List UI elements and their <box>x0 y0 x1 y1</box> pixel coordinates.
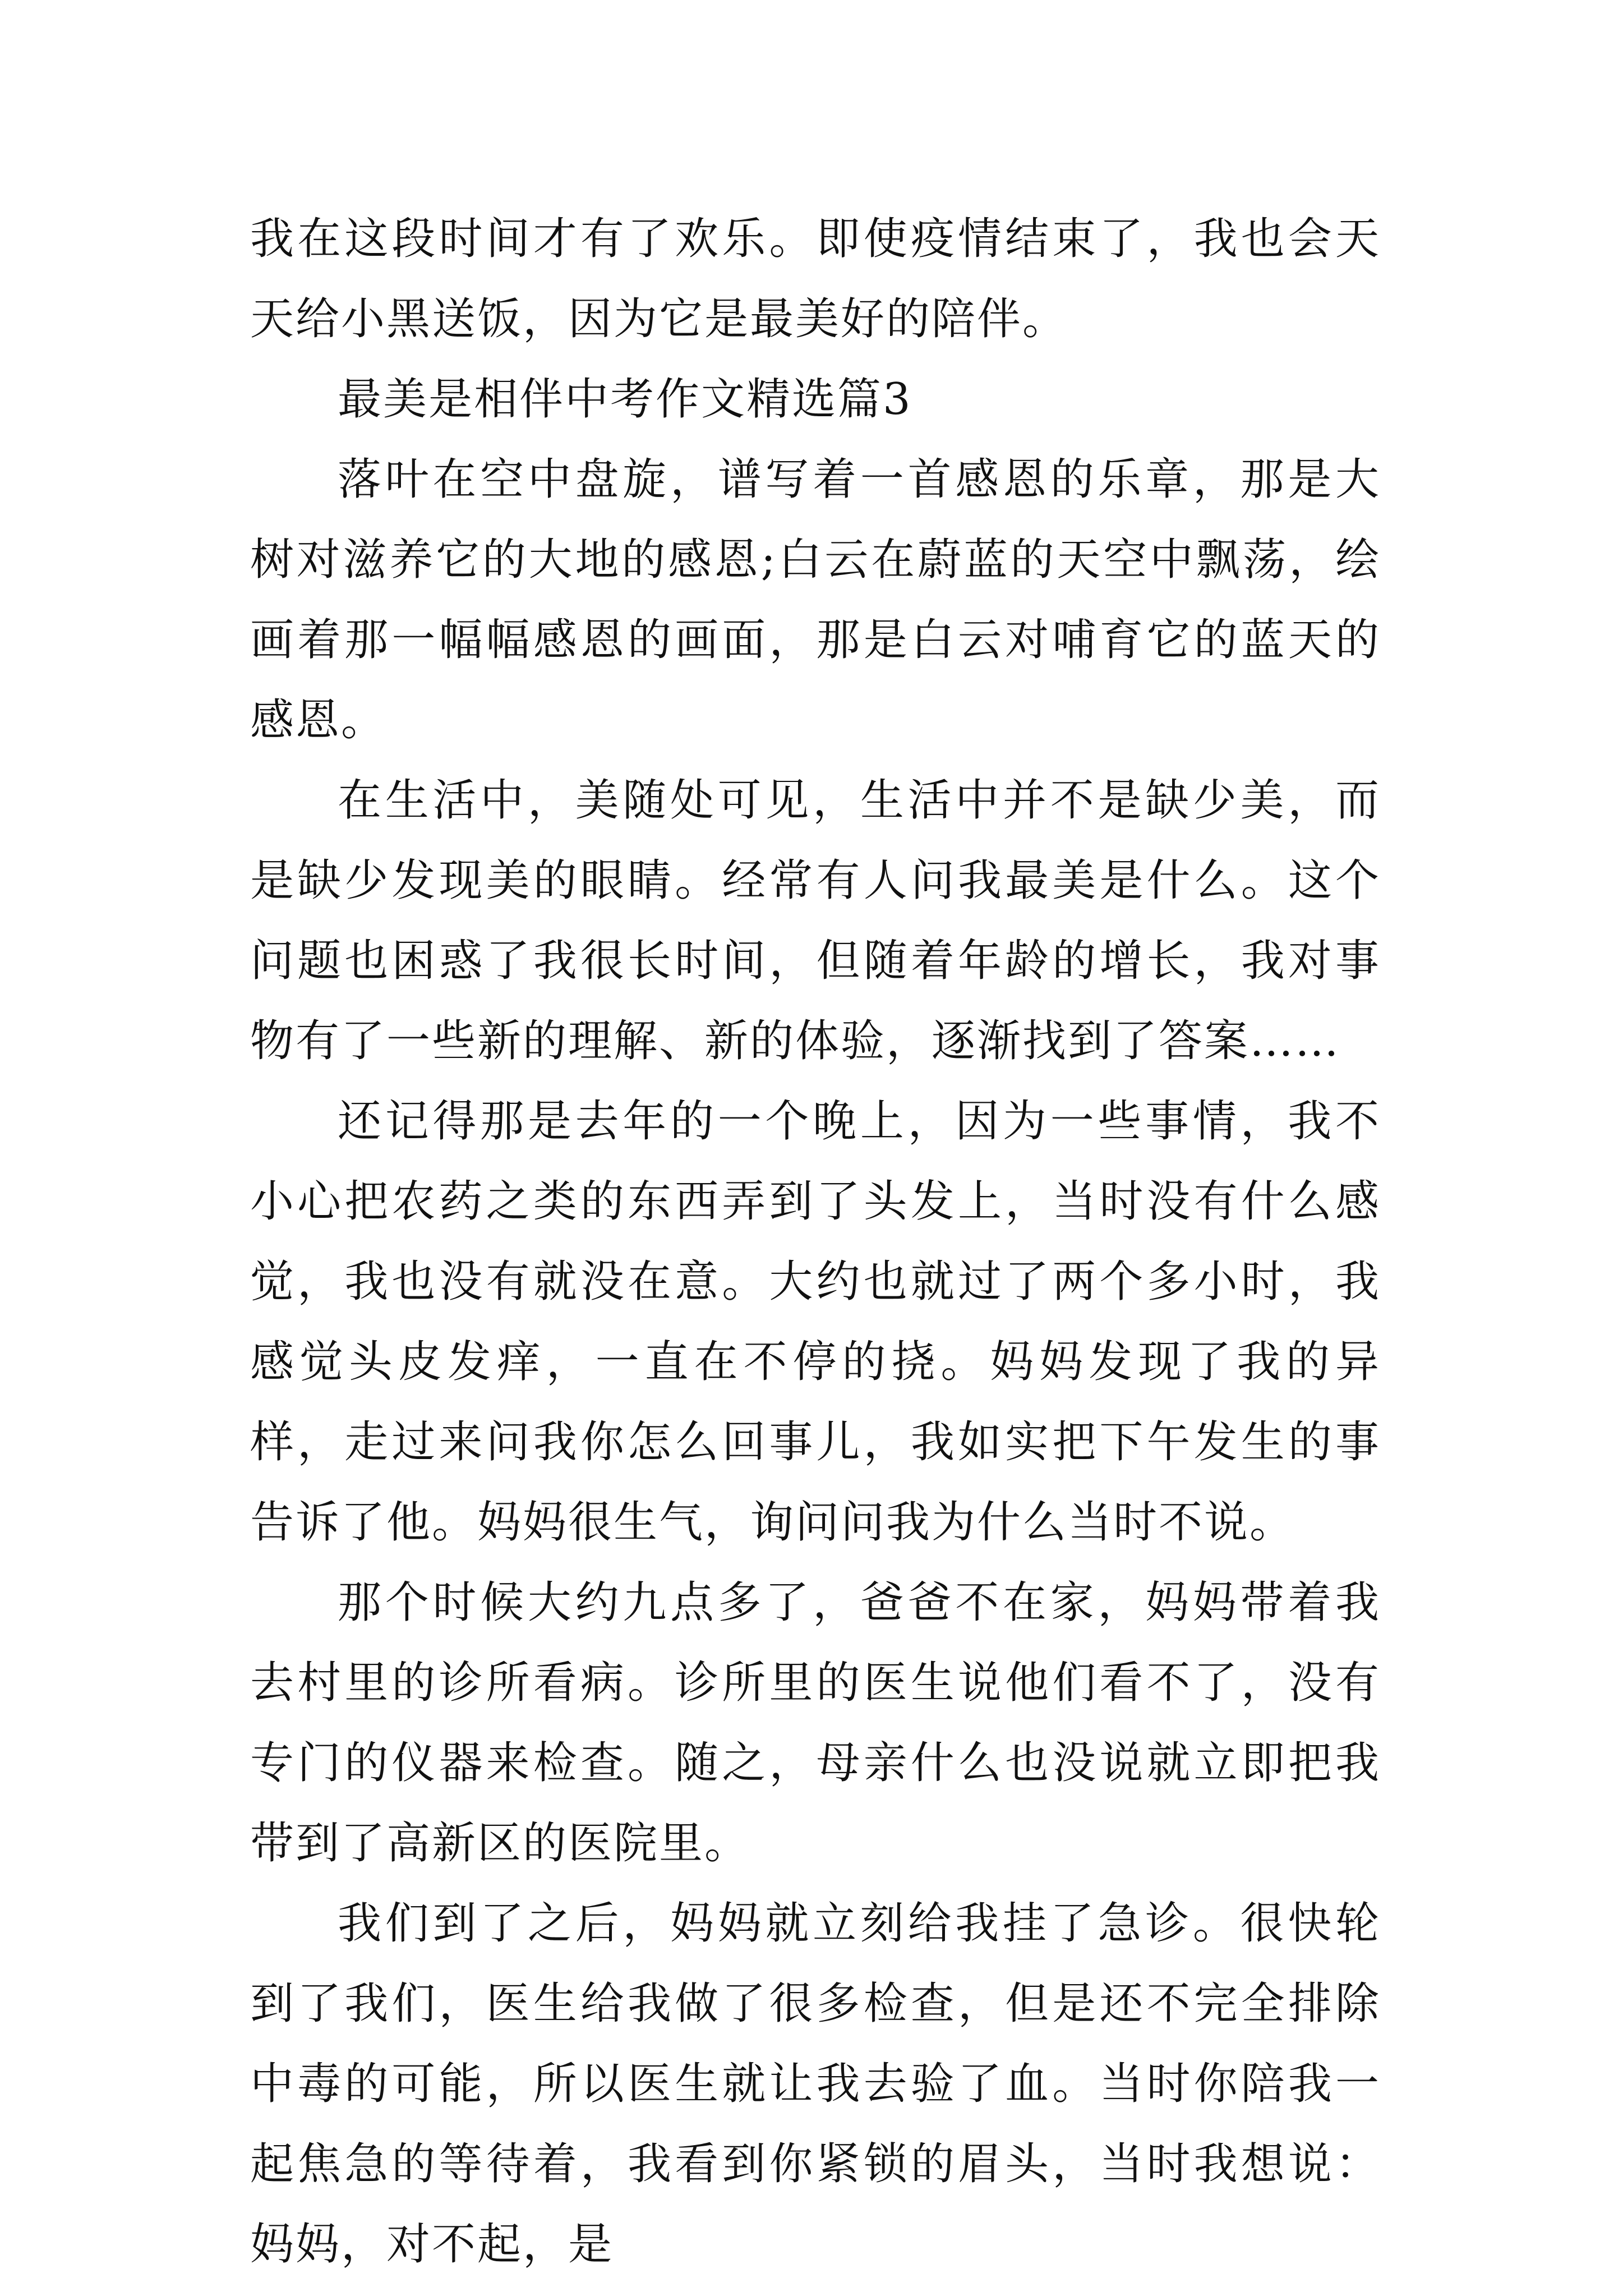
paragraph-2: 在生活中，美随处可见，生活中并不是缺少美，而是缺少发现美的眼睛。经常有人问我最美是什么。这个问题也困惑了我很长时间，但随着年龄的增长，我对事物有了一些新的理解、新的体验，逐渐找到了答案…… <box>250 775 1381 1066</box>
paragraph-4: 那个时候大约九点多了，爸爸不在家，妈妈带着我去村里的诊所看病。诊所里的医生说他们看不了，没有专门的仪器来检查。随之，母亲什么也没说就立即把我带到了高新区的医院里。 <box>250 1577 1381 1869</box>
section-title: 最美是相伴中考作文精选篇3 <box>338 374 912 425</box>
article-body <box>250 199 1381 2285</box>
paragraph-1: 落叶在空中盘旋，谱写着一首感恩的乐章，那是大树对滋养它的大地的感恩;白云在蔚蓝的天空中飘荡，绘画着那一幅幅感恩的画面，那是白云对哺育它的蓝天的感恩。 <box>250 454 1381 746</box>
paragraph-3: 还记得那是去年的一个晚上，因为一些事情，我不小心把农药之类的东西弄到了头发上，当时没有什么感觉，我也没有就没在意。大约也就过了两个多小时，我感觉头皮发痒，一直在不停的挠。妈妈发现了我的异样，走过来问我你怎么回事儿，我如实把下午发生的事告诉了他。妈妈很生气，询问问我为什么当时不说。 <box>250 1096 1381 1548</box>
continuation-paragraph: 我在这段时间才有了欢乐。即使疫情结束了，我也会天天给小黑送饭，因为它是最美好的陪伴。 <box>250 214 1381 344</box>
paragraph-5: 我们到了之后，妈妈就立刻给我挂了急诊。很快轮到了我们，医生给我做了很多检查，但是还不完全排除中毒的可能，所以医生就让我去验了血。当时你陪我一起焦急的等待着，我看到你紧锁的眉头，当时我想说：妈妈，对不起，是 <box>250 1898 1381 2270</box>
